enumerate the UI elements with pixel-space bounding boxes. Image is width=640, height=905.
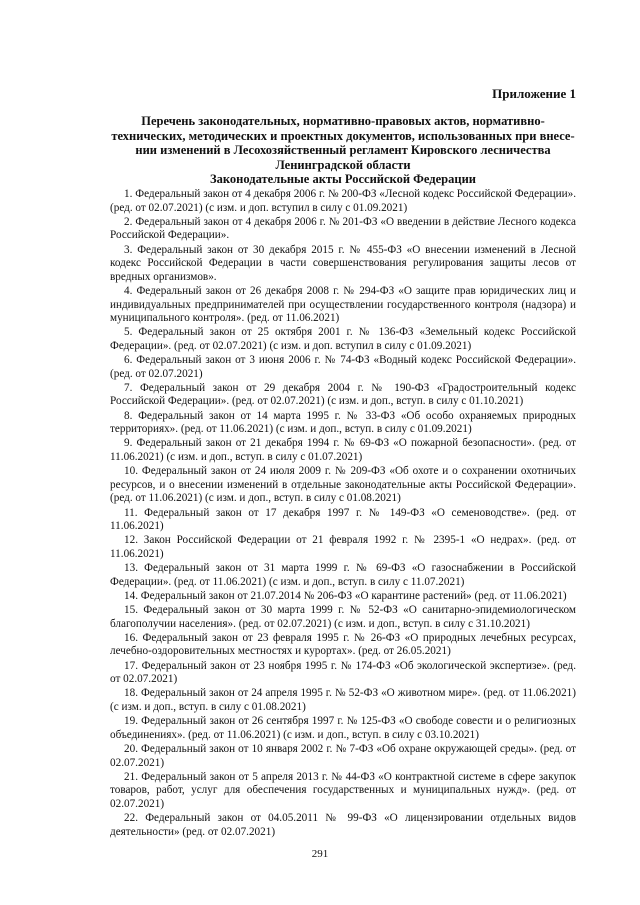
list-item: 15. Федеральный закон от 30 марта 1999 г. № 52-ФЗ «О санитарно-эпидемиологическом благополучии населения». (ред. от 02.07.2021) (с изм. и доп., вступ. в силу с 31.10.2021) [110, 604, 576, 630]
title-line: Перечень законодательных, нормативно-правовых актов, нормативно- [141, 114, 545, 128]
document-title [110, 114, 576, 172]
list-item: 5. Федеральный закон от 25 октября 2001 г. № 136-ФЗ «Земельный кодекс Российской Федерации». (ред. от 02.07.2021) (с изм. и доп. вступил в силу с 01.09.2021) [110, 326, 576, 352]
list-item: 7. Федеральный закон от 29 декабря 2004 г. № 190-ФЗ «Градостроительный кодекс Российской Федерации». (ред. от 02.07.2021) (с изм. и доп., вступ. в силу с 01.10.2021) [110, 381, 576, 408]
list-item: 21. Федеральный закон от 5 апреля 2013 г. № 44-ФЗ «О контрактной системе в сфере закупок товаров, работ, услуг для обеспечения государственных и муниципальных нужд». (ред. от 02.07.2021) [110, 770, 576, 810]
list-item: 18. Федеральный закон от 24 апреля 1995 г. № 52-ФЗ «О животном мире». (ред. от 11.06.2021) (с изм. и доп., вступ. в силу с 01.08.2021) [110, 687, 576, 714]
list-item: 16. Федеральный закон от 23 февраля 1995 г. № 26-ФЗ «О природных лечебных ресурсах, лечебно-оздоровительных местностях и курортах». (ред. от 26.05.2021) [110, 631, 576, 658]
list-item: 13. Федеральный закон от 31 марта 1999 г. № 69-ФЗ «О газоснабжении в Российской Федерации». (ред. от 11.06.2021) (с изм. и доп., вступ. в силу с 11.07.2021) [110, 562, 576, 588]
list-item: 20. Федеральный закон от 10 января 2002 г. № 7-ФЗ «Об охране окружающей среды». (ред. от 02.07.2021) [110, 743, 576, 769]
list-item: 14. Федеральный закон от 21.07.2014 № 206-ФЗ «О карантине растений» (ред. от 11.06.2021) [124, 589, 567, 602]
list-item: 6. Федеральный закон от 3 июня 2006 г. № 74-ФЗ «Водный кодекс Российской Федерации». (ред. от 02.07.2021) [110, 354, 576, 380]
list-item: 19. Федеральный закон от 26 сентября 1997 г. № 125-ФЗ «О свободе совести и о религиозных объединениях». (ред. от 11.06.2021) (с изм. и доп., вступ. в силу с 03.10.2021) [110, 715, 576, 741]
list-item: 4. Федеральный закон от 26 декабря 2008 г. № 294-ФЗ «О защите прав юридических лиц и индивидуальных предпринимателей при осуществлении государственного контроля (надзора) и муниципального контроля». (ред. от 11.06.2021) [110, 284, 576, 325]
list-item: 2. Федеральный закон от 4 декабря 2006 г. № 201-ФЗ «О введении в действие Лесного кодекса Российской Федерации». [110, 215, 576, 242]
law-list [110, 188, 576, 839]
page-number: 291 [311, 848, 329, 860]
list-item: 9. Федеральный закон от 21 декабря 1994 г. № 69-ФЗ «О пожарной безопасности». (ред. от 11.06.2021) (с изм. и доп., вступ. в силу с 01.07.2021) [110, 437, 576, 463]
appendix-label: Приложение 1 [492, 86, 576, 101]
list-item: 3. Федеральный закон от 30 декабря 2015 г. № 455-ФЗ «О внесении изменений в Лесной кодекс Российской Федерации в части совершенствования регулирования защиты лесов от вредных организмов». [110, 243, 576, 283]
title-line: технических, методических и проектных документов, использованных при внесе- [111, 128, 575, 143]
list-item: 22. Федеральный закон от 04.05.2011 № 99-ФЗ «О лицензировании отдельных видов деятельности» (ред. от 02.07.2021) [110, 812, 576, 838]
page-content [110, 86, 576, 840]
list-item: 8. Федеральный закон от 14 марта 1995 г. № 33-ФЗ «Об особо охраняемых природных территориях». (ред. от 11.06.2021) (с изм. и доп., вступ. в силу с 01.09.2021) [110, 409, 576, 436]
list-item: 11. Федеральный закон от 17 декабря 1997 г. № 149-ФЗ «О семеноводстве». (ред. от 11.06.2021) [110, 506, 576, 533]
title-line: Ленинградской области [275, 157, 411, 172]
title-line: нии изменений в Лесохозяйственный регламент Кировского лесничества [135, 143, 551, 158]
list-item: 10. Федеральный закон от 24 июля 2009 г. № 209-ФЗ «Об охоте и о сохранении охотничьих ресурсов, и о внесении изменений в отдельные законодательные акты Российской Федерации». (ред. от 11.06.2021) (с изм. и доп., вступ. в силу с 01.08.2021) [110, 465, 576, 505]
list-item: 12. Закон Российской Федерации от 21 февраля 1992 г. № 2395-1 «О недрах». (ред. от 11.06.2021) [110, 534, 576, 560]
list-item: 17. Федеральный закон от 23 ноября 1995 г. № 174-ФЗ «Об экологической экспертизе». (ред. от 02.07.2021) [110, 659, 576, 686]
list-item: 1. Федеральный закон от 4 декабря 2006 г. № 200-ФЗ «Лесной кодекс Российской Федерации». (ред. от 02.07.2021) (с изм. и доп. вступил в силу с 01.09.2021) [110, 187, 576, 214]
section-title: Законодательные акты Российской Федерации [210, 172, 476, 187]
